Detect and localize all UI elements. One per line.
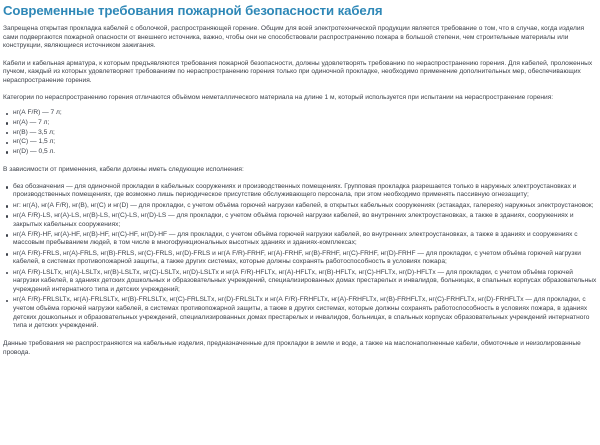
list-item: нг(D) — 0,5 л. (3, 148, 597, 157)
closing-paragraph: Данные требования не распространяются на кабельные изделия, предназначенные для прокладки в земле и воде, а также на маслонаполненные кабели, обмоточные и неизолированные провода. (3, 339, 581, 356)
article-body (3, 25, 597, 366)
list-item: нг(А F/R) — 7 л; (3, 109, 597, 118)
list-item: нг(А F/R)-LSLTx, нг(А)-LSLTx, нг(В)-LSLTx, нг(С)-LSLTx, нг(D)-LSLTx и нг(А F/R)-HFLTx, нг(А)-HFLTx, нг(В)-HFLTx, нг(С)-HFLTx, нг(D)-HFLTx — для прокладки, с учетом объёма горючей нагрузки кабелей, в зданиях детских дошкольных и образовательных учреждений, специализированных домах престарелых и инвалидов, больницах, в спальных корпусах образовательных учреждений интернатного типа и детских учреждений; (3, 269, 597, 295)
article-title: Современные требования пожарной безопасности кабеля (3, 3, 383, 18)
executions-intro: В зависимости от применения, кабели должны иметь следующие исполнения: (3, 165, 244, 173)
list-item: нг(А F/R)-FRLSLTx, нг(А)-FRLSLTx, нг(В)-FRLSLTx, нг(С)-FRLSLTx, нг(D)-FRLSLTx и нг(А F/R)-FRHFLTx, нг(А)-FRHFLTx, нг(В)-FRHFLTx, нг(С)-FRHFLTx, нг(D)-FRHFLTx — для прокладки, с учетом объёма горючей нагрузки кабелей, в системах противопожарной защиты, а также в других системах, которые должны сохранять работоспособность в условиях пожара, в зданиях детских дошкольных и образовательных учреждений, специализированных домах престарелых и инвалидов, больницах, в спальных корпусах образовательных учреждений интернатного типа и детских учреждений. (3, 296, 597, 331)
category-list (3, 109, 597, 157)
execution-list (3, 183, 597, 331)
list-item: нг(А F/R)-HF, нг(А)-HF, нг(В)-HF, нг(С)-HF, нг(D)-HF — для прокладки, с учетом объёма горючей нагрузки кабелей, во внутренних электроустановках, а также в зданиях и сооружениях с массовым пребыванием людей, в том числе в многофункциональных высотных зданиях и зданиях-комплексах; (3, 231, 597, 248)
list-item: нг: нг(А), нг(А F/R), нг(В), нг(С) и нг(D) — для прокладки, с учетом объёма горючей нагрузки кабелей, в открытых кабельных сооружениях (эстакадах, галереях) наружных электроустановок; (3, 202, 597, 211)
list-item: нг(А) — 7 л; (3, 119, 597, 128)
requirements-paragraph: Кабели и кабельная арматура, к которым предъявляются требования пожарной безопасности, должны удовлетворять требованию по нераспространению горения. Для кабелей, проложенных пучком, каждый из которых удовлетворяет требованиям по нераспространению горения только при одиночной прокладке, необходимо применение дополнительных мер, обеспечивающих нераспространение горения. (3, 59, 593, 84)
list-item: нг(В) — 3,5 л; (3, 129, 597, 138)
list-item: нг(С) — 1,5 л; (3, 138, 597, 147)
intro-paragraph: Запрещена открытая прокладка кабелей с оболочкой, распространяющей горение. Общим для всей электротехнической продукции является требование о том, что в случае, когда изделия сами подвергаются пожарной опасности от внешнего источника, важно, чтобы они не способствовали распространению пожара в большой степени, чем строительные материалы или конструкции, являющиеся источником зажигания. (3, 25, 585, 50)
list-item: без обозначения — для одиночной прокладки в кабельных сооружениях и производственных помещениях. Групповая прокладка разрешается только в наружных электроустановках и производственных помещениях, где возможно лишь периодическое присутствие обслуживающего персонала, при этом необходимо применять пассивную огнезащиту; (3, 183, 597, 200)
list-item: нг(А F/R)-FRLS, нг(А)-FRLS, нг(В)-FRLS, нг(С)-FRLS, нг(D)-FRLS и нг(А F/R)-FRHF, нг(А)-FRHF, нг(В)-FRHF, нг(С)-FRHF, нг(D)-FRHF — для прокладки, с учетом объёма горючей нагрузки кабелей, в системах противопожарной защиты, а также других системах, которые должны сохранять работоспособность в условиях пожара; (3, 250, 597, 267)
list-item: нг(А F/R)-LS, нг(А)-LS, нг(В)-LS, нг(С)-LS, нг(D)-LS — для прокладки, с учетом объёма горючей нагрузки кабелей, во внутренних электроустановках, а также в зданиях, сооружениях и закрытых кабельных сооружениях; (3, 212, 597, 229)
categories-intro: Категории по нераспространению горения отличаются объёмом неметаллического материала на длине 1 м, который используется при испытании на нераспространение горения: (3, 94, 554, 101)
